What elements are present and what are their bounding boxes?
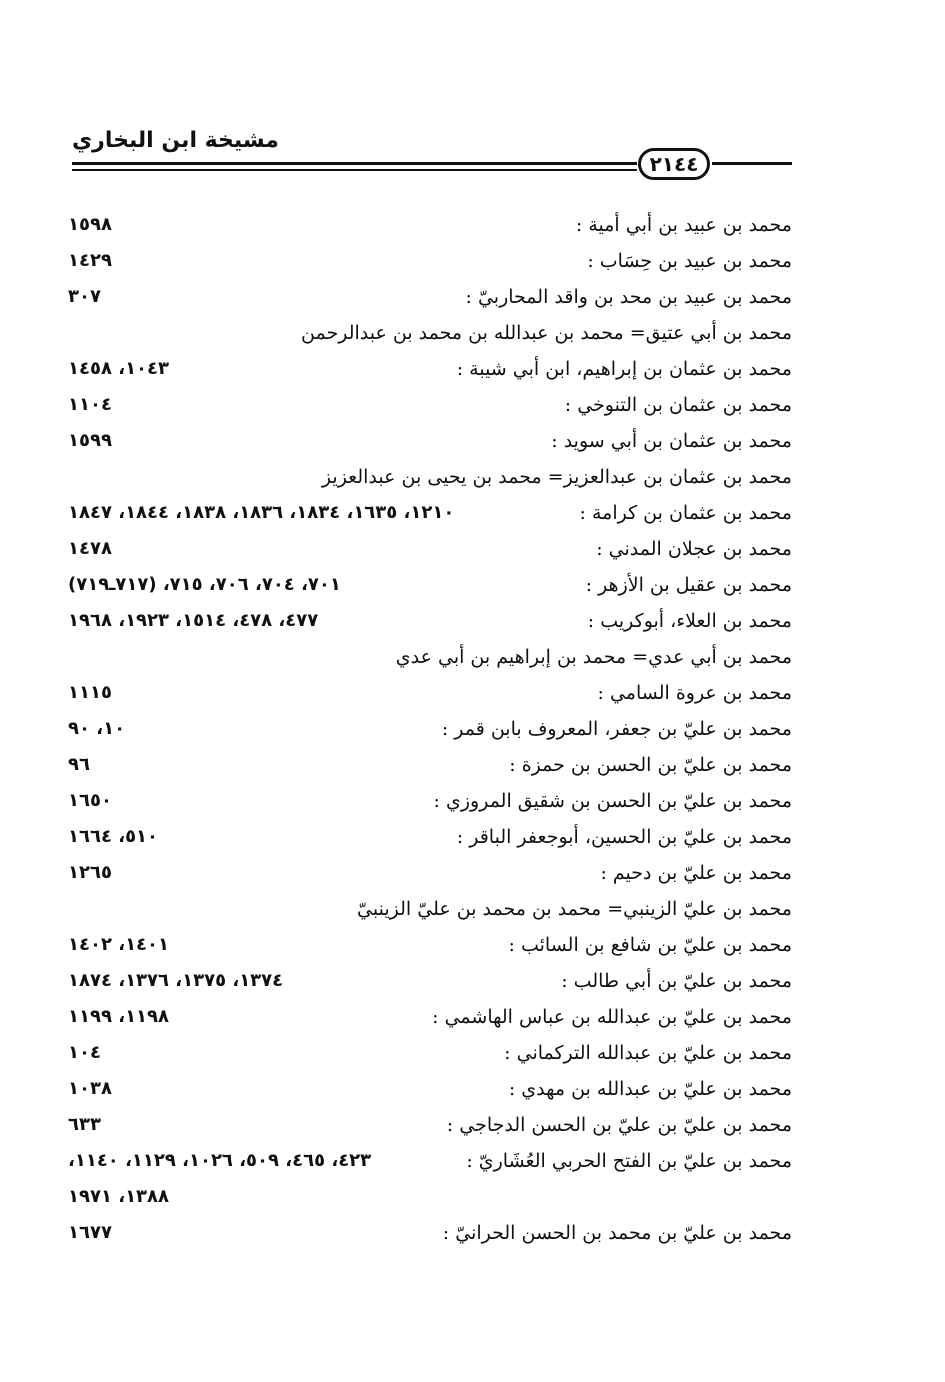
entry-name: محمد بن عقيل بن الأزهر : bbox=[585, 574, 792, 596]
index-entry bbox=[68, 1146, 792, 1182]
entry-name: محمد بن عثمان بن التنوخي : bbox=[564, 394, 792, 416]
index-entry bbox=[68, 534, 792, 570]
entry-pages: ٥١٠، ١٦٦٤ bbox=[68, 826, 159, 847]
index-entry bbox=[68, 714, 792, 750]
entry-name: محمد بن عليّ بن أبي طالب : bbox=[561, 970, 792, 992]
index-entry bbox=[68, 246, 792, 282]
index-entry bbox=[68, 426, 792, 462]
index-entry bbox=[68, 894, 792, 930]
entry-name: محمد بن عثمان بن كرامة : bbox=[579, 502, 792, 524]
header-rule-right bbox=[712, 162, 792, 165]
index-entry bbox=[68, 1218, 792, 1254]
entry-name: محمد بن أبي عدي= محمد بن إبراهيم بن أبي عدي bbox=[395, 646, 792, 668]
entry-pages: ١٢٦٥ bbox=[68, 862, 112, 883]
book-title: مشيخة ابن البخاري bbox=[72, 128, 279, 153]
entry-pages: ١١١٥ bbox=[68, 682, 112, 703]
entry-pages: ١٣٨٨، ١٩٧١ bbox=[68, 1186, 170, 1207]
entry-pages: ١٤٠١، ١٤٠٢ bbox=[68, 934, 170, 955]
entry-pages: ٩٦ bbox=[68, 754, 90, 775]
entry-pages: ١٥٩٨ bbox=[68, 214, 112, 235]
entry-pages: ٤٧٧، ٤٧٨، ١٥١٤، ١٩٢٣، ١٩٦٨ bbox=[68, 610, 319, 631]
entry-name: محمد بن عثمان بن أبي سويد : bbox=[551, 430, 792, 452]
index-entry bbox=[68, 858, 792, 894]
index-entry-continuation bbox=[68, 1182, 792, 1218]
index-entry bbox=[68, 642, 792, 678]
index-entry bbox=[68, 750, 792, 786]
entry-pages: ١٦٧٧ bbox=[68, 1222, 112, 1243]
header-rule bbox=[72, 162, 637, 165]
entry-pages: ١٦٥٠ bbox=[68, 790, 112, 811]
entry-name: محمد بن عليّ بن جعفر، المعروف بابن قمر : bbox=[441, 718, 792, 740]
entry-pages: ١٠٤٣، ١٤٥٨ bbox=[68, 358, 170, 379]
index-entry bbox=[68, 318, 792, 354]
entry-pages: ١٠، ٩٠ bbox=[68, 718, 126, 739]
index-entry bbox=[68, 570, 792, 606]
entry-pages: ١١٩٨، ١١٩٩ bbox=[68, 1006, 170, 1027]
index-entry bbox=[68, 210, 792, 246]
entry-name: محمد بن عثمان بن إبراهيم، ابن أبي شيبة : bbox=[456, 358, 792, 380]
entry-name: محمد بن عروة السامي : bbox=[597, 682, 792, 704]
entry-name: محمد بن عبيد بن أبي أمية : bbox=[575, 214, 792, 236]
entry-name: محمد بن عليّ بن دحيم : bbox=[600, 862, 792, 884]
index-entry bbox=[68, 966, 792, 1002]
entry-name: محمد بن العلاء، أبوكريب : bbox=[587, 610, 792, 632]
entry-pages: ٣٠٧ bbox=[68, 286, 101, 307]
page-number-badge bbox=[638, 148, 710, 180]
entry-name: محمد بن عليّ بن الفتح الحربي العُشَاريّ : bbox=[466, 1150, 792, 1172]
index-entry bbox=[68, 390, 792, 426]
entry-pages: ١٣٧٤، ١٣٧٥، ١٣٧٦، ١٨٧٤ bbox=[68, 970, 284, 991]
entry-name: محمد بن عليّ الزينبي= محمد بن محمد بن عليّ الزينبيّ bbox=[357, 898, 792, 920]
entry-pages: ٧٠١، ٧٠٤، ٧٠٦، ٧١٥، (٧١٧ـ٧١٩) bbox=[68, 574, 341, 595]
entry-pages: ٦٣٣ bbox=[68, 1114, 101, 1135]
entry-name: محمد بن عليّ بن عبدالله بن مهدي : bbox=[508, 1078, 792, 1100]
entry-pages: ٤٢٣، ٤٦٥، ٥٠٩، ١٠٢٦، ١١٢٩، ١١٤٠، bbox=[68, 1150, 372, 1171]
index-entry bbox=[68, 786, 792, 822]
entry-name: محمد بن عليّ بن عليّ بن الحسن الدجاجي : bbox=[446, 1114, 792, 1136]
page-header bbox=[72, 120, 792, 190]
entry-name: محمد بن عليّ بن عبدالله بن عباس الهاشمي : bbox=[432, 1006, 792, 1028]
header-rule-thin bbox=[72, 169, 637, 171]
index-entry bbox=[68, 678, 792, 714]
entry-pages: ١٠٤ bbox=[68, 1042, 101, 1063]
entry-pages: ١٤٢٩ bbox=[68, 250, 112, 271]
index-entry bbox=[68, 606, 792, 642]
index-entry bbox=[68, 1074, 792, 1110]
entry-name: محمد بن عليّ بن عبدالله التركماني : bbox=[504, 1042, 792, 1064]
entry-pages: ١١٠٤ bbox=[68, 394, 112, 415]
entry-name: محمد بن عليّ بن محمد بن الحسن الحرانيّ : bbox=[442, 1222, 792, 1244]
index-entry bbox=[68, 498, 792, 534]
entry-name: محمد بن عليّ بن الحسين، أبوجعفر الباقر : bbox=[456, 826, 792, 848]
page-number: ٢١٤٤ bbox=[649, 152, 699, 176]
index-entry bbox=[68, 462, 792, 498]
index-entry bbox=[68, 930, 792, 966]
index-entry bbox=[68, 1038, 792, 1074]
entry-pages: ١٠٣٨ bbox=[68, 1078, 112, 1099]
entry-name: محمد بن أبي عتيق= محمد بن عبدالله بن محمد بن عبدالرحمن bbox=[301, 322, 792, 344]
index-entry bbox=[68, 282, 792, 318]
entry-pages: ١٤٧٨ bbox=[68, 538, 112, 559]
entry-name: محمد بن عليّ بن الحسن بن شقيق المروزي : bbox=[433, 790, 792, 812]
index-entry bbox=[68, 1002, 792, 1038]
entry-name: محمد بن عجلان المدني : bbox=[596, 538, 792, 560]
index-entry bbox=[68, 822, 792, 858]
index-list bbox=[68, 210, 792, 1254]
entry-name: محمد بن عليّ بن شافع بن السائب : bbox=[508, 934, 792, 956]
entry-name: محمد بن عبيد بن حِسَاب : bbox=[587, 250, 792, 272]
entry-name: محمد بن عبيد بن محد بن واقد المحاربيّ : bbox=[465, 286, 792, 308]
index-entry bbox=[68, 1110, 792, 1146]
index-entry bbox=[68, 354, 792, 390]
entry-pages: ١٥٩٩ bbox=[68, 430, 112, 451]
entry-name: محمد بن عليّ بن الحسن بن حمزة : bbox=[509, 754, 792, 776]
entry-pages: ١٢١٠، ١٦٣٥، ١٨٣٤، ١٨٣٦، ١٨٣٨، ١٨٤٤، ١٨٤٧ bbox=[68, 502, 455, 523]
entry-name: محمد بن عثمان بن عبدالعزيز= محمد بن يحيى بن عبدالعزيز bbox=[321, 466, 792, 488]
